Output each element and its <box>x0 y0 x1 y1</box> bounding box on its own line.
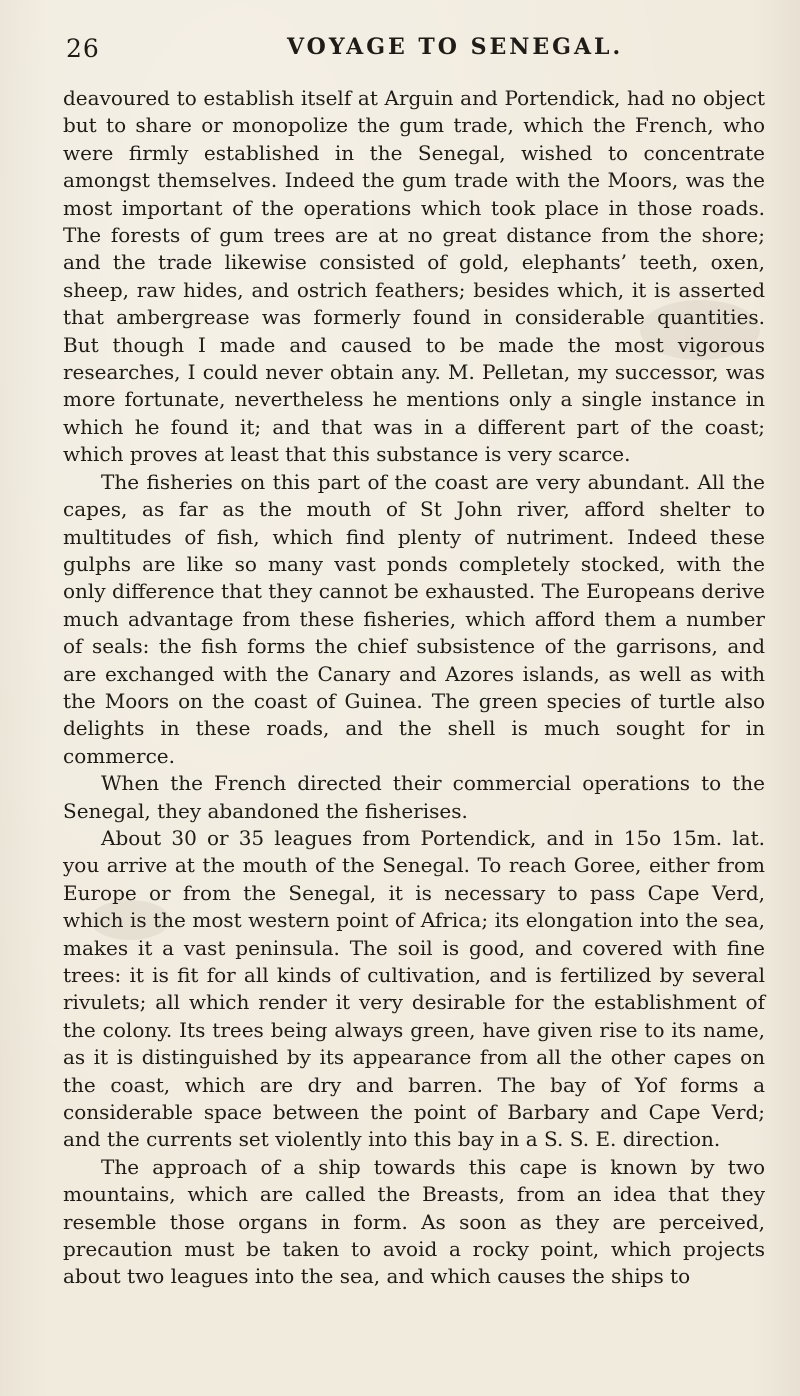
paragraph-cape-verd: About 30 or 35 leagues from Portendick, and in 15o 15m. lat. you arrive at the mouth of the Senegal. To reach Goree, either from Europe or from the Senegal, it is necessary to pass Cape Verd, which is the most western point of Africa; its elongation into the sea, makes it a vast peninsula. The soil is good, and covered with fine trees: it is fit for all kinds of cultivation, and is fertilized by several rivulets; all which render it very desirable for the establishment of the colony. Its trees being always green, have given rise to its name, as it is distinguished by its appearance from all the other capes on the coast, which are dry and barren. The bay of Yof forms a considerable space between the point of Barbary and Cape Verd; and the currents set violently into this bay in a S. S. E. direction. <box>63 825 765 1152</box>
running-head <box>66 30 740 70</box>
body-text <box>63 85 765 1291</box>
paragraph-french-operations: When the French directed their commercial operations to the Senegal, they abandoned the fisherises. <box>63 771 765 823</box>
paragraph-approach: The approach of a ship towards this cape is known by two mountains, which are called the Breasts, from an idea that they resemble those organs in form. As soon as they are perceived, precaution must be taken to avoid a rocky point, which projects about two leagues into the sea, and which causes the ships to <box>63 1154 765 1289</box>
paragraph-gum-trade: deavoured to establish itself at Arguin and Portendick, had no object but to share or monopolize the gum trade, which the French, who were firmly established in the Senegal, wished to concentrate amongst themselves. Indeed the gum trade with the Moors, was the most important of the operations which took place in those roads. The forests of gum trees are at no great distance from the shore; and the trade likewise consisted of gold, elephants’ teeth, oxen, sheep, raw hides, and ostrich feathers; besides which, it is asserted that ambergrease was formerly found in considerable quantities. But though I made and caused to be made the most vigorous researches, I could never obtain any. M. Pelletan, my successor, was more fortunate, nevertheless he mentions only a single instance in which he found it; and that was in a different part of the coast; which proves at least that this substance is very scarce. <box>63 86 765 467</box>
running-title: VOYAGE TO SENEGAL. <box>287 34 624 60</box>
page-number: 26 <box>66 34 100 63</box>
paragraph-fisheries: The fisheries on this part of the coast are very abundant. All the capes, as far as the mouth of St John river, afford shelter to multitudes of fish, which find plenty of nutriment. Indeed these gulphs are like so many vast ponds completely stocked, with the only difference that they cannot be exhausted. The Europeans derive much advantage from these fisheries, which afford them a number of seals: the fish forms the chief subsistence of the garrisons, and are exchanged with the Canary and Azores islands, as well as with the Moors on the coast of Guinea. The green species of turtle also delights in these roads, and the shell is much sought for in commerce. <box>63 469 765 768</box>
